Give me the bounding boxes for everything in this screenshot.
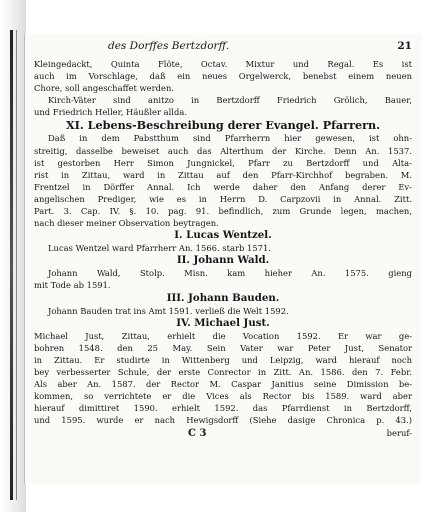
running-header <box>34 40 412 58</box>
signature-mark: C 3 <box>188 428 207 440</box>
text-line: Kirch-Väter sind anitzo in Bertzdorff Friedrich Grölich, Bauer, <box>48 95 412 106</box>
text-line: bey verbesserter Schule, der erste Conrector in Zitt. An. 1586. den 7. Febr. <box>34 366 412 377</box>
text-line: Michael Just, Zittau, erhielt die Vocation 1592. Er war ge- <box>34 330 412 341</box>
text-line: Johann Bauden trat ins Amt 1591. verließ die Welt 1592. <box>48 305 289 316</box>
text-line: mit Tode ab 1591. <box>34 280 111 291</box>
text-line: Part. 3. Cap. IV. §. 10. pag. 91. befindlich, zum Grunde legen, machen, <box>34 206 412 217</box>
section-heading: XI. Lebens-Beschreibung derer Evangel. Pfarrern. <box>65 118 381 133</box>
paragraph-church-fathers <box>34 94 412 118</box>
book-spine-edge <box>16 30 17 500</box>
pastor-heading: I. Lucas Wentzel. <box>174 229 272 242</box>
text-line: ist gestorben Herr Simon Jungnickel, Pfarr zu Bertzdorff und Alta- <box>34 157 412 168</box>
text-line: nach dieser meiner Observation beytragen. <box>34 218 219 229</box>
text-line: und Friedrich Heller, Häußler allda. <box>34 107 187 118</box>
text-line: kommen, so verrichtete er die Vices als Rector bis 1589. ward aber <box>34 391 412 402</box>
running-title: des Dorffes Bertzdorff. <box>108 40 230 52</box>
page-number: 21 <box>397 40 412 52</box>
pastor-heading: II. Johann Wald. <box>176 254 270 267</box>
text-line: streitig, dasselbe beweiset auch das Alterthum der Kirche. Denn An. 1537. <box>34 145 412 156</box>
paragraph-michael-just <box>34 330 412 427</box>
text-line: Frentzel in Dörffer Annal. Ich werde daher den Anfang derer Ev- <box>34 181 412 192</box>
text-line: und 1595. wurde er nach Hewigsdorff (Siehe dasige Chronica p. 43.) <box>34 415 412 426</box>
text-line: Johann Wald, Stolp. Misn. kam hieher An. 1575. gieng <box>48 268 412 279</box>
text-line: rist in Zittau, ward in Zittau auf den Pfarr-Kirchhof begraben. M. <box>34 169 412 180</box>
text-line: in Zittau. Er studirte in Wittenberg und Leipzig, ward hierauf noch <box>34 354 412 365</box>
text-line: auch im Vorschlage, daß ein neues Orgelwerck, benebst einem neuen <box>34 71 412 82</box>
paragraph-organ <box>34 58 412 94</box>
text-line: Lucas Wentzel ward Pfarrherr An. 1566. starb 1571. <box>48 243 271 254</box>
text-line: Daß in dem Pabstthum sind Pfarrherrn hier gewesen, ist ohn- <box>48 133 412 144</box>
pastor-heading: IV. Michael Just. <box>176 316 270 329</box>
text-line: Als aber An. 1587. der Rector M. Caspar Janitius seine Dimission be- <box>34 378 412 389</box>
text-line: Chore, soll angeschaffet werden. <box>34 83 175 94</box>
catchword: beruf- <box>386 428 412 439</box>
book-spine <box>10 30 13 500</box>
text-line: hierauf dimittiret 1590. erhielt 1592. das Pfarrdienst in Bertzdorff, <box>34 403 412 414</box>
pastor-heading: III. Johann Bauden. <box>166 291 280 304</box>
page-text <box>34 40 412 440</box>
text-line: bohren 1548. den 25 May. Sein Vater war Peter Just, Senator <box>34 342 412 353</box>
paragraph-introduction <box>34 132 412 229</box>
text-line: Kleingedackt, Quinta Flöte, Octav. Mixtur und Regal. Es ist <box>34 59 412 69</box>
text-line: angelischen Prediger, wie es in Herrn D. Carpzovii in Annal. Zitt. <box>34 193 412 204</box>
scan-edge <box>0 0 26 512</box>
page-footer <box>34 427 412 440</box>
